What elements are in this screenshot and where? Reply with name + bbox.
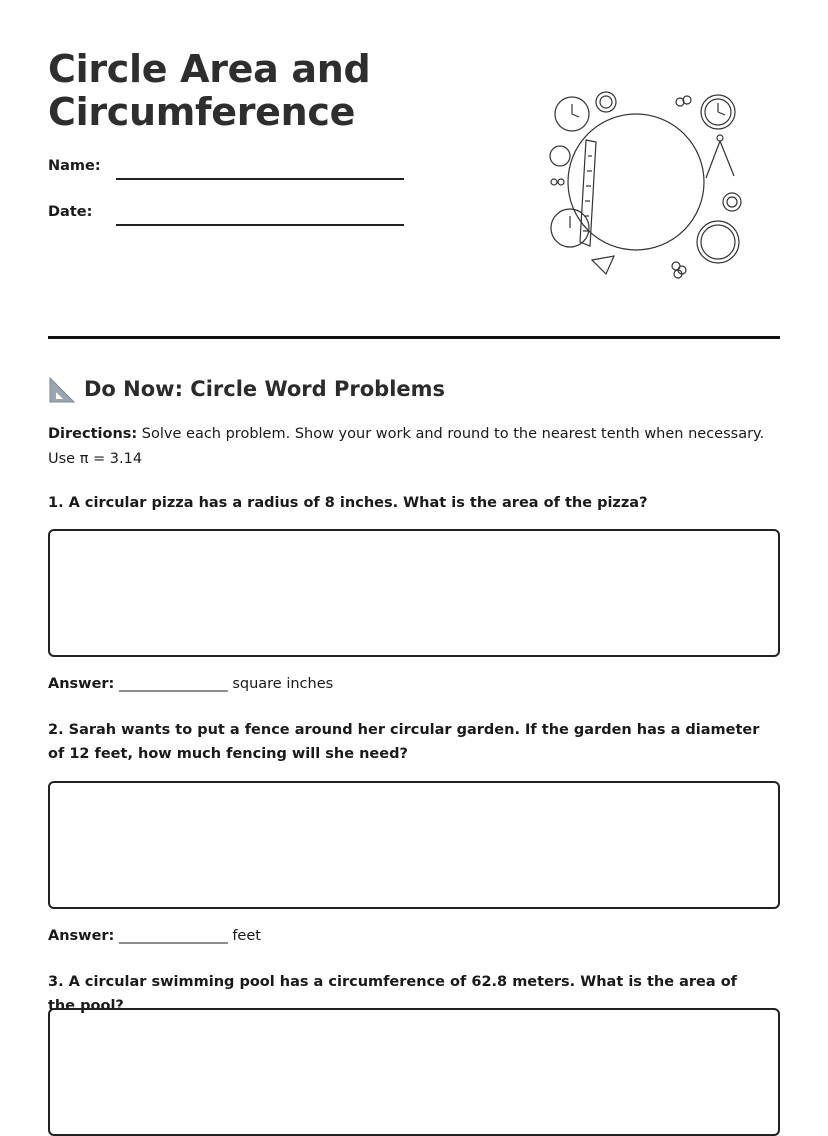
answer-unit: square inches [232, 676, 334, 692]
question-1-answer [48, 676, 333, 692]
directions-body: Solve each problem. Show your work and round to the nearest tenth when necessary. Use π = 3.14 [48, 426, 765, 467]
question-2-work-box[interactable] [48, 781, 780, 909]
question-1-text: 1. A circular pizza has a radius of 8 inches. What is the area of the pizza? [48, 495, 648, 511]
section-divider [48, 336, 780, 339]
page-title: Circle Area and Circumference [48, 47, 371, 134]
question-3-work-box[interactable] [48, 1008, 780, 1136]
date-field[interactable] [48, 204, 116, 220]
date-line[interactable] [116, 224, 404, 226]
question-1-work-box[interactable] [48, 529, 780, 657]
directions-label: Directions: [48, 426, 138, 442]
section-title: Do Now: Circle Word Problems [84, 377, 446, 401]
answer-blank[interactable]: _______________ [114, 676, 233, 692]
name-line[interactable] [116, 178, 404, 180]
question-3-text: 3. A circular swimming pool has a circumference of 62.8 meters. What is the area of the pool? [48, 974, 737, 1014]
answer-unit: feet [232, 928, 261, 944]
section-header [48, 372, 445, 406]
name-label: Name: [48, 158, 101, 174]
name-field[interactable] [48, 158, 116, 174]
answer-label: Answer: [48, 928, 115, 944]
question-2-text: 2. Sarah wants to put a fence around her circular garden. If the garden has a diameter of 12 feet, how much fencing will she need? [48, 722, 760, 762]
question-2-answer [48, 928, 261, 944]
set-square-icon [48, 374, 76, 404]
directions-text [48, 422, 780, 472]
answer-blank[interactable]: _______________ [114, 928, 233, 944]
circle-tools-illustration [546, 86, 748, 286]
date-label: Date: [48, 204, 93, 220]
answer-label: Answer: [48, 676, 115, 692]
